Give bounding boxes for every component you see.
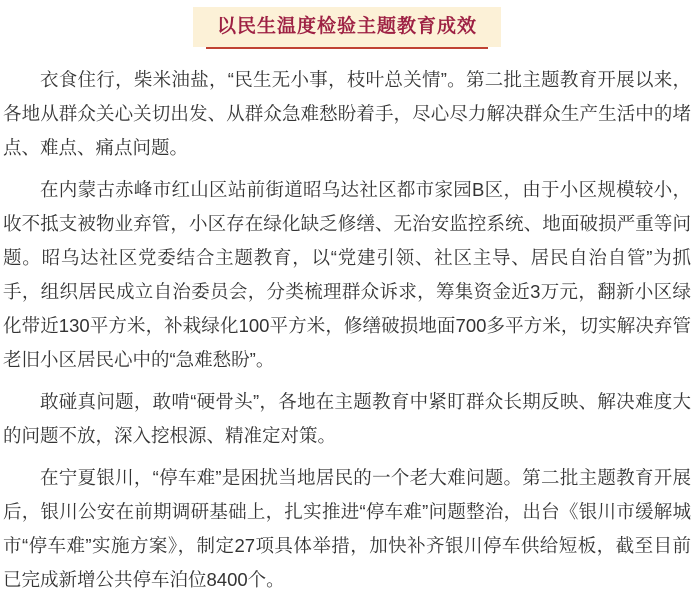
paragraph-2: 在内蒙古赤峰市红山区站前街道昭乌达社区都市家园B区，由于小区规模较小，收不抵支被物业弃管，小区存在绿化缺乏修缮、无治安监控系统、地面破损严重等问题。昭乌达社区党委结合主题教育，以“党建引领、社区主导、居民自治自管”为抓手，组织居民成立自治委员会，分类梳理群众诉求，筹集资金近3万元，翻新小区绿化带近130平方米，补栽绿化100平方米，修缮破损地面700多平方米，切实解决弃管老旧小区居民心中的“急难愁盼”。	[3, 179, 691, 370]
article-title: 以民生温度检验主题教育成效	[216, 16, 477, 37]
article-title-banner	[193, 7, 501, 47]
paragraph-4: 在宁夏银川，“停车难”是困扰当地居民的一个老大难问题。第二批主题教育开展后，银川公安在前期调研基础上，扎实推进“停车难”问题整治，出台《银川市缓解城市“停车难”实施方案》，制定27项具体举措，加快补齐银川停车供给短板，截至目前已完成新增公共停车泊位8400个。	[3, 467, 691, 590]
paragraph-3: 敢碰真问题，敢啃“硬骨头”，各地在主题教育中紧盯群众长期反映、解决难度大的问题不放，深入挖根源、精准定对策。	[3, 391, 691, 446]
paragraph-1: 衣食住行，柴米油盐，“民生无小事，枝叶总关情”。第二批主题教育开展以来，各地从群众关心关切出发、从群众急难愁盼着手，尽心尽力解决群众生产生活中的堵点、难点、痛点问题。	[3, 69, 691, 158]
article-header	[0, 7, 694, 49]
article-body	[0, 49, 694, 597]
